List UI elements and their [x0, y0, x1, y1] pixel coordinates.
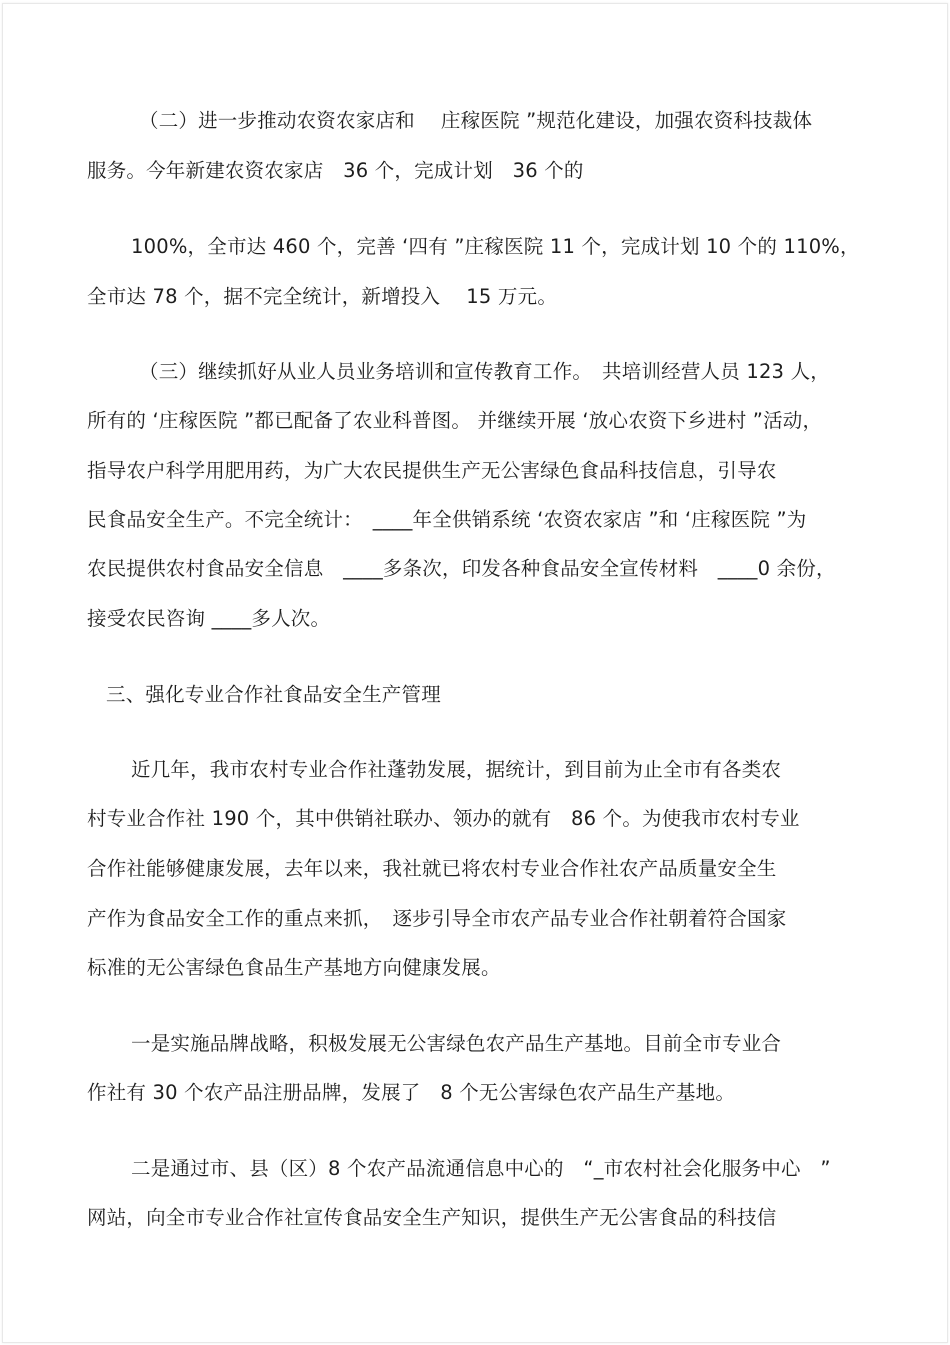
text-line: 服务。今年新建农资农家店 36 个，完成计划 36 个的 — [87, 159, 584, 182]
text-line: 一是实施品牌战略，积极发展无公害绿色农产品生产基地。目前全市专业合 — [131, 1032, 782, 1055]
text-line: 全市达 78 个，据不完全统计，新增投入 15 万元。 — [87, 285, 558, 308]
text-line: 所有的 ‘庄稼医院 ”都已配备了农业科普图。 并继续开展 ‘放心农资下乡进村 ”活动， — [87, 409, 823, 432]
text-line: （三）继续抓好从业人员业务培训和宣传教育工作。 共培训经营人员 123 人， — [139, 360, 830, 383]
text-line: 合作社能够健康发展，去年以来，我社就已将农村专业合作社农产品质量安全生 — [87, 857, 777, 880]
text-line: 指导农户科学用肥用药，为广大农民提供生产无公害绿色食品科技信息，引导农 — [87, 459, 777, 482]
text-line: 标准的无公害绿色食品生产基地方向健康发展。 — [87, 956, 501, 979]
text-line: 网站，向全市专业合作社宣传食品安全生产知识，提供生产无公害食品的科技信 — [87, 1206, 777, 1229]
text-line: 近几年，我市农村专业合作社蓬勃发展，据统计，到目前为止全市有各类农 — [131, 758, 782, 781]
text-line: 作社有 30 个农产品注册品牌，发展了 8 个无公害绿色农产品生产基地。 — [87, 1081, 736, 1104]
text-line: （二）进一步推动农资农家店和 庄稼医院 ”规范化建设，加强农资科技裁体 — [139, 109, 813, 132]
text-line: 村专业合作社 190 个，其中供销社联办、领办的就有 86 个。为使我市农村专业 — [87, 807, 800, 830]
text-line: 100%，全市达 460 个，完善 ‘四有 ”庄稼医院 11 个，完成计划 10 个的 110%， — [131, 235, 860, 258]
text-line: 二是通过市、县（区）8 个农产品流通信息中心的 “_市农村社会化服务中心 ” — [131, 1157, 831, 1180]
text-line: 农民提供农村食品安全信息 ____多条次，印发各种食品安全宣传材料 ____0 余份， — [87, 557, 836, 580]
text-line: 产作为食品安全工作的重点来抓， 逐步引导全市农产品专业合作社朝着符合国家 — [87, 907, 787, 930]
section-heading: 三、强化专业合作社食品安全生产管理 — [106, 683, 441, 706]
document-page — [2, 3, 948, 1343]
text-line: 接受农民咨询 ____多人次。 — [87, 607, 331, 630]
text-line: 民食品安全生产。不完全统计： ____年全供销系统 ‘农资农家店 ”和 ‘庄稼医院 ”为 — [87, 508, 807, 531]
